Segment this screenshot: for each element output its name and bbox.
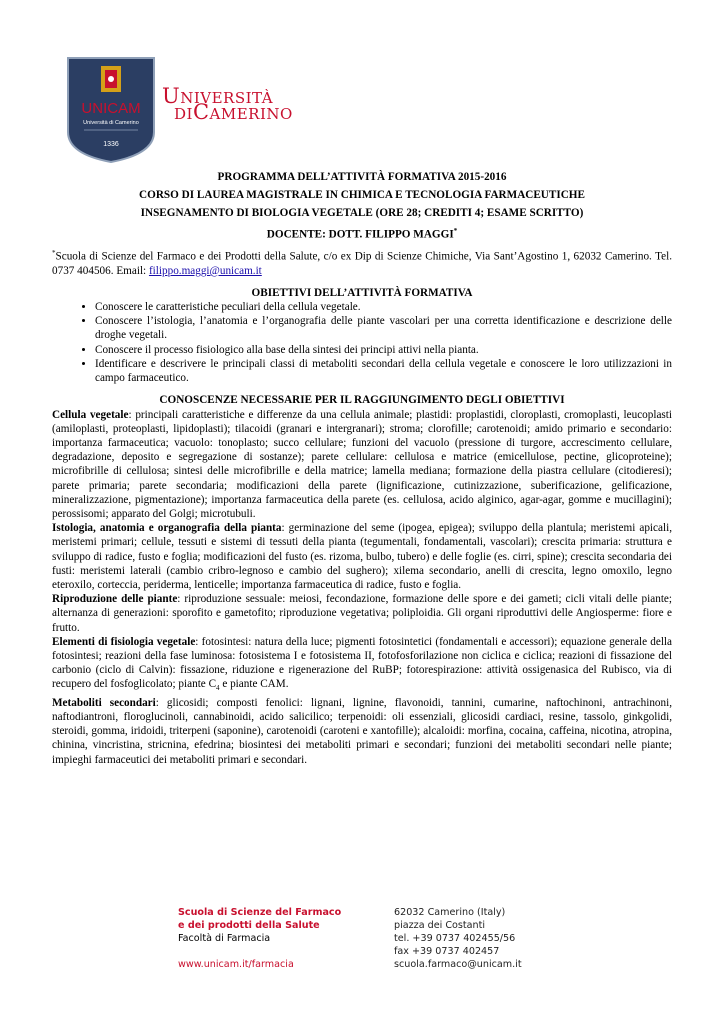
teacher-line: [52, 224, 672, 242]
document-body: [52, 170, 672, 767]
wordmark-line1: Università: [162, 84, 274, 108]
affiliation-mark: *: [52, 248, 56, 257]
footer-school-line1: Scuola di Scienze del Farmaco: [178, 907, 342, 918]
university-wordmark: [162, 84, 293, 124]
paragraph-secondary-metabolites: [52, 696, 672, 767]
teacher-footnote-mark: *: [453, 227, 458, 235]
paragraph-text: : germinazione del seme (ipogea, epigea); sviluppo della plantula; meristemi apicali, meristemi primari; cellule, tessuti e sistemi di tessuti della pianta (tegumentali, fondamentali, vascolari); crescita primaria: struttura e sviluppo di radice, fusto e foglia; modificazioni del fusto (es. rizoma, bulbo, tubero) e delle foglie (es. cirri, spine); crescita secondaria dei fusti: meristemi laterali (cambio cribro-legnoso e cambio del sughero); xilema secondario, anelli di crescita, legno omoxilo, legno eteroxilo, corteccia, periderma, lenticelle; importanza farmaceutica di radice, fusto e foglia.: [52, 522, 672, 591]
teacher-name: DOCENTE: DOTT. FILIPPO MAGGI: [266, 228, 454, 241]
program-title: PROGRAMMA DELL’ATTIVITÀ FORMATIVA 2015-2016: [217, 171, 507, 183]
paragraph-text: : principali caratteristiche e differenze da una cellula animale; plastidi: proplastidi, cloroplasti, cromoplasti, leucoplasti (amiloplasti, proteoplasti, lipidoplasti); tilacoidi (granari e intergranari); stroma; clorofille; carotenoidi; amido primario e secondario: importanza farmaceutica; vacuolo: tonoplasto; succo cellulare; funzioni del vacuolo (pressione di turgore, accrescimento cellulare, degradazione, deposito e segregazione di sostanze); parete cellulare: cellulosa e matrice (emicellulose, pectine, glicoproteine); microfibrille di cellulosa; sintesi delle microfibrille e della matrice; lamella mediana; formazione della piastra cellulare (citodieresi); parete primaria; parete secondaria; modificazioni della parete (lignificazione, cutinizzazione, suberificazione, gelificazione, mineralizzazione, pigmentazione); importanza farmaceutica della parete (es. cellulosa, acido alginico, agar-agar, gomme e mucillagini); perossisomi; apparato del Golgi; microtubuli.: [52, 408, 673, 520]
list-item: • Conoscere il processo fisiologico alla base della sintesi dei principi attivi nella pianta.: [95, 343, 672, 357]
paragraph-heading: Elementi di fisiologia vegetale: [52, 635, 196, 648]
affiliation-text: Scuola di Scienze del Farmaco e dei Prodotti della Salute, c/o ex Dip di Scienze Chimiche, Via Sant’Agostino 1, 62032 Camerino. Tel. 0737 404506. Email:: [52, 250, 672, 277]
paragraph-heading: Cellula vegetale: [52, 408, 129, 421]
paragraph-heading: Istologia, anatomia e organografia della pianta: [52, 522, 282, 535]
paragraph-reproduction: [52, 592, 672, 635]
list-item: • Conoscere le caratteristiche peculiari della cellula vegetale.: [95, 300, 672, 314]
footer-school: [178, 906, 341, 971]
unicam-logo-shield: [66, 56, 156, 164]
footer-address-city: 62032 Camerino (Italy): [394, 907, 506, 918]
knowledge-title: CONOSCENZE NECESSARIE PER IL RAGGIUNGIMENTO DEGLI OBIETTIVI: [159, 394, 565, 407]
paragraph-plant-cell: [52, 408, 672, 522]
objectives-list: [52, 300, 672, 385]
paragraph-heading: Metaboliti secondari: [52, 696, 156, 709]
affiliation-paragraph: [52, 246, 672, 278]
list-item: • Identificare e descrivere le principali classi di metaboliti secondari della cellula vegetale e conoscere le loro utilizzazioni in campo farmaceutico.: [95, 357, 672, 385]
footer-phone: tel. +39 0737 402455/56: [394, 933, 516, 944]
footer-faculty: Facoltà di Farmacia: [178, 933, 271, 944]
shield-icon: [66, 56, 156, 164]
shield-year-text: 1336: [103, 141, 119, 148]
wordmark-line2: diCamerino: [174, 100, 293, 124]
footer-email[interactable]: scuola.farmaco@unicam.it: [394, 959, 522, 970]
course-title: CORSO DI LAUREA MAGISTRALE IN CHIMICA E TECNOLOGIA FARMACEUTICHE: [139, 189, 585, 201]
paragraph-physiology: [52, 635, 672, 696]
objectives-title: OBIETTIVI DELL’ATTIVITÀ FORMATIVA: [251, 286, 473, 299]
paragraph-histology: [52, 521, 672, 592]
paragraph-text: : riproduzione sessuale: meiosi, fecondazione, formazione delle spore e dei gameti; cicli vitali delle piante; alternanza di generazioni: sporofito e gametofito; riproduzione vegetativa; poliploidia. Gli organi riproduttivi delle Angiosperme: fiore e frutto.: [52, 593, 673, 634]
shield-name-text: UNICAM: [81, 100, 141, 117]
paragraph-text: : fotosintesi: natura della luce; pigmenti fotosintetici (fondamentali e accessori); equazione generale della fotosintesi; reazioni della fase luminosa: fotosistema I e fotosistema II, fotofosforilazione non ciclica e ciclica; reazioni di fissazione del carbonio (ciclo di Calvin): fissazione, riduzione e rigenerazione del RuBP; fotorespirazione: attività ossigenasica del Rubisco, via di recupero del fosfoglicolato; piante C: [52, 635, 673, 691]
footer-address-street: piazza dei Costanti: [394, 920, 486, 931]
footer-website-link[interactable]: www.unicam.it/farmacia: [178, 959, 294, 970]
footer-contacts: [394, 906, 522, 971]
paragraph-heading: Riproduzione delle piante: [52, 593, 178, 606]
email-link[interactable]: filippo.maggi@unicam.it: [148, 264, 262, 277]
paragraph-text: e piante CAM.: [219, 678, 289, 691]
paragraph-text: : glicosidi; composti fenolici: lignani, lignine, flavonoidi, tannini, cumarine, naftochinoni, antrachinoni, naftodiantroni, floroglucinoli, cannabinoidi, acido salicilico; terpenoidi: oli essenziali, glicosidi cardiaci, resine, tassolo, ginkgolidi, steroidi, gomma, iridoidi, triterpeni (saponine), carotenoidi (caroteni e xantofille); alcaloidi: morfina, cocaina, caffeina, nicotina, atropina, chinina, vincristina, stricnina, efedrina; biosintesi dei metaboliti primari e secondari; funzioni dei metaboliti secondari nelle piante; impieghi farmaceutici dei metaboliti primari e secondari.: [52, 696, 673, 766]
list-item: • Conoscere l’istologia, l’anatomia e l’organografia delle piante vascolari per una corretta identificazione e descrizione delle droghe vegetali.: [95, 314, 672, 342]
subscript: 4: [216, 684, 220, 693]
footer-fax: fax +39 0737 402457: [394, 946, 500, 957]
footer-school-line2: e dei prodotti della Salute: [178, 920, 320, 931]
course-unit-title: INSEGNAMENTO DI BIOLOGIA VEGETALE (ORE 28; CREDITI 4; ESAME SCRITTO): [140, 207, 584, 219]
shield-sub-text: Università di Camerino: [83, 120, 139, 126]
